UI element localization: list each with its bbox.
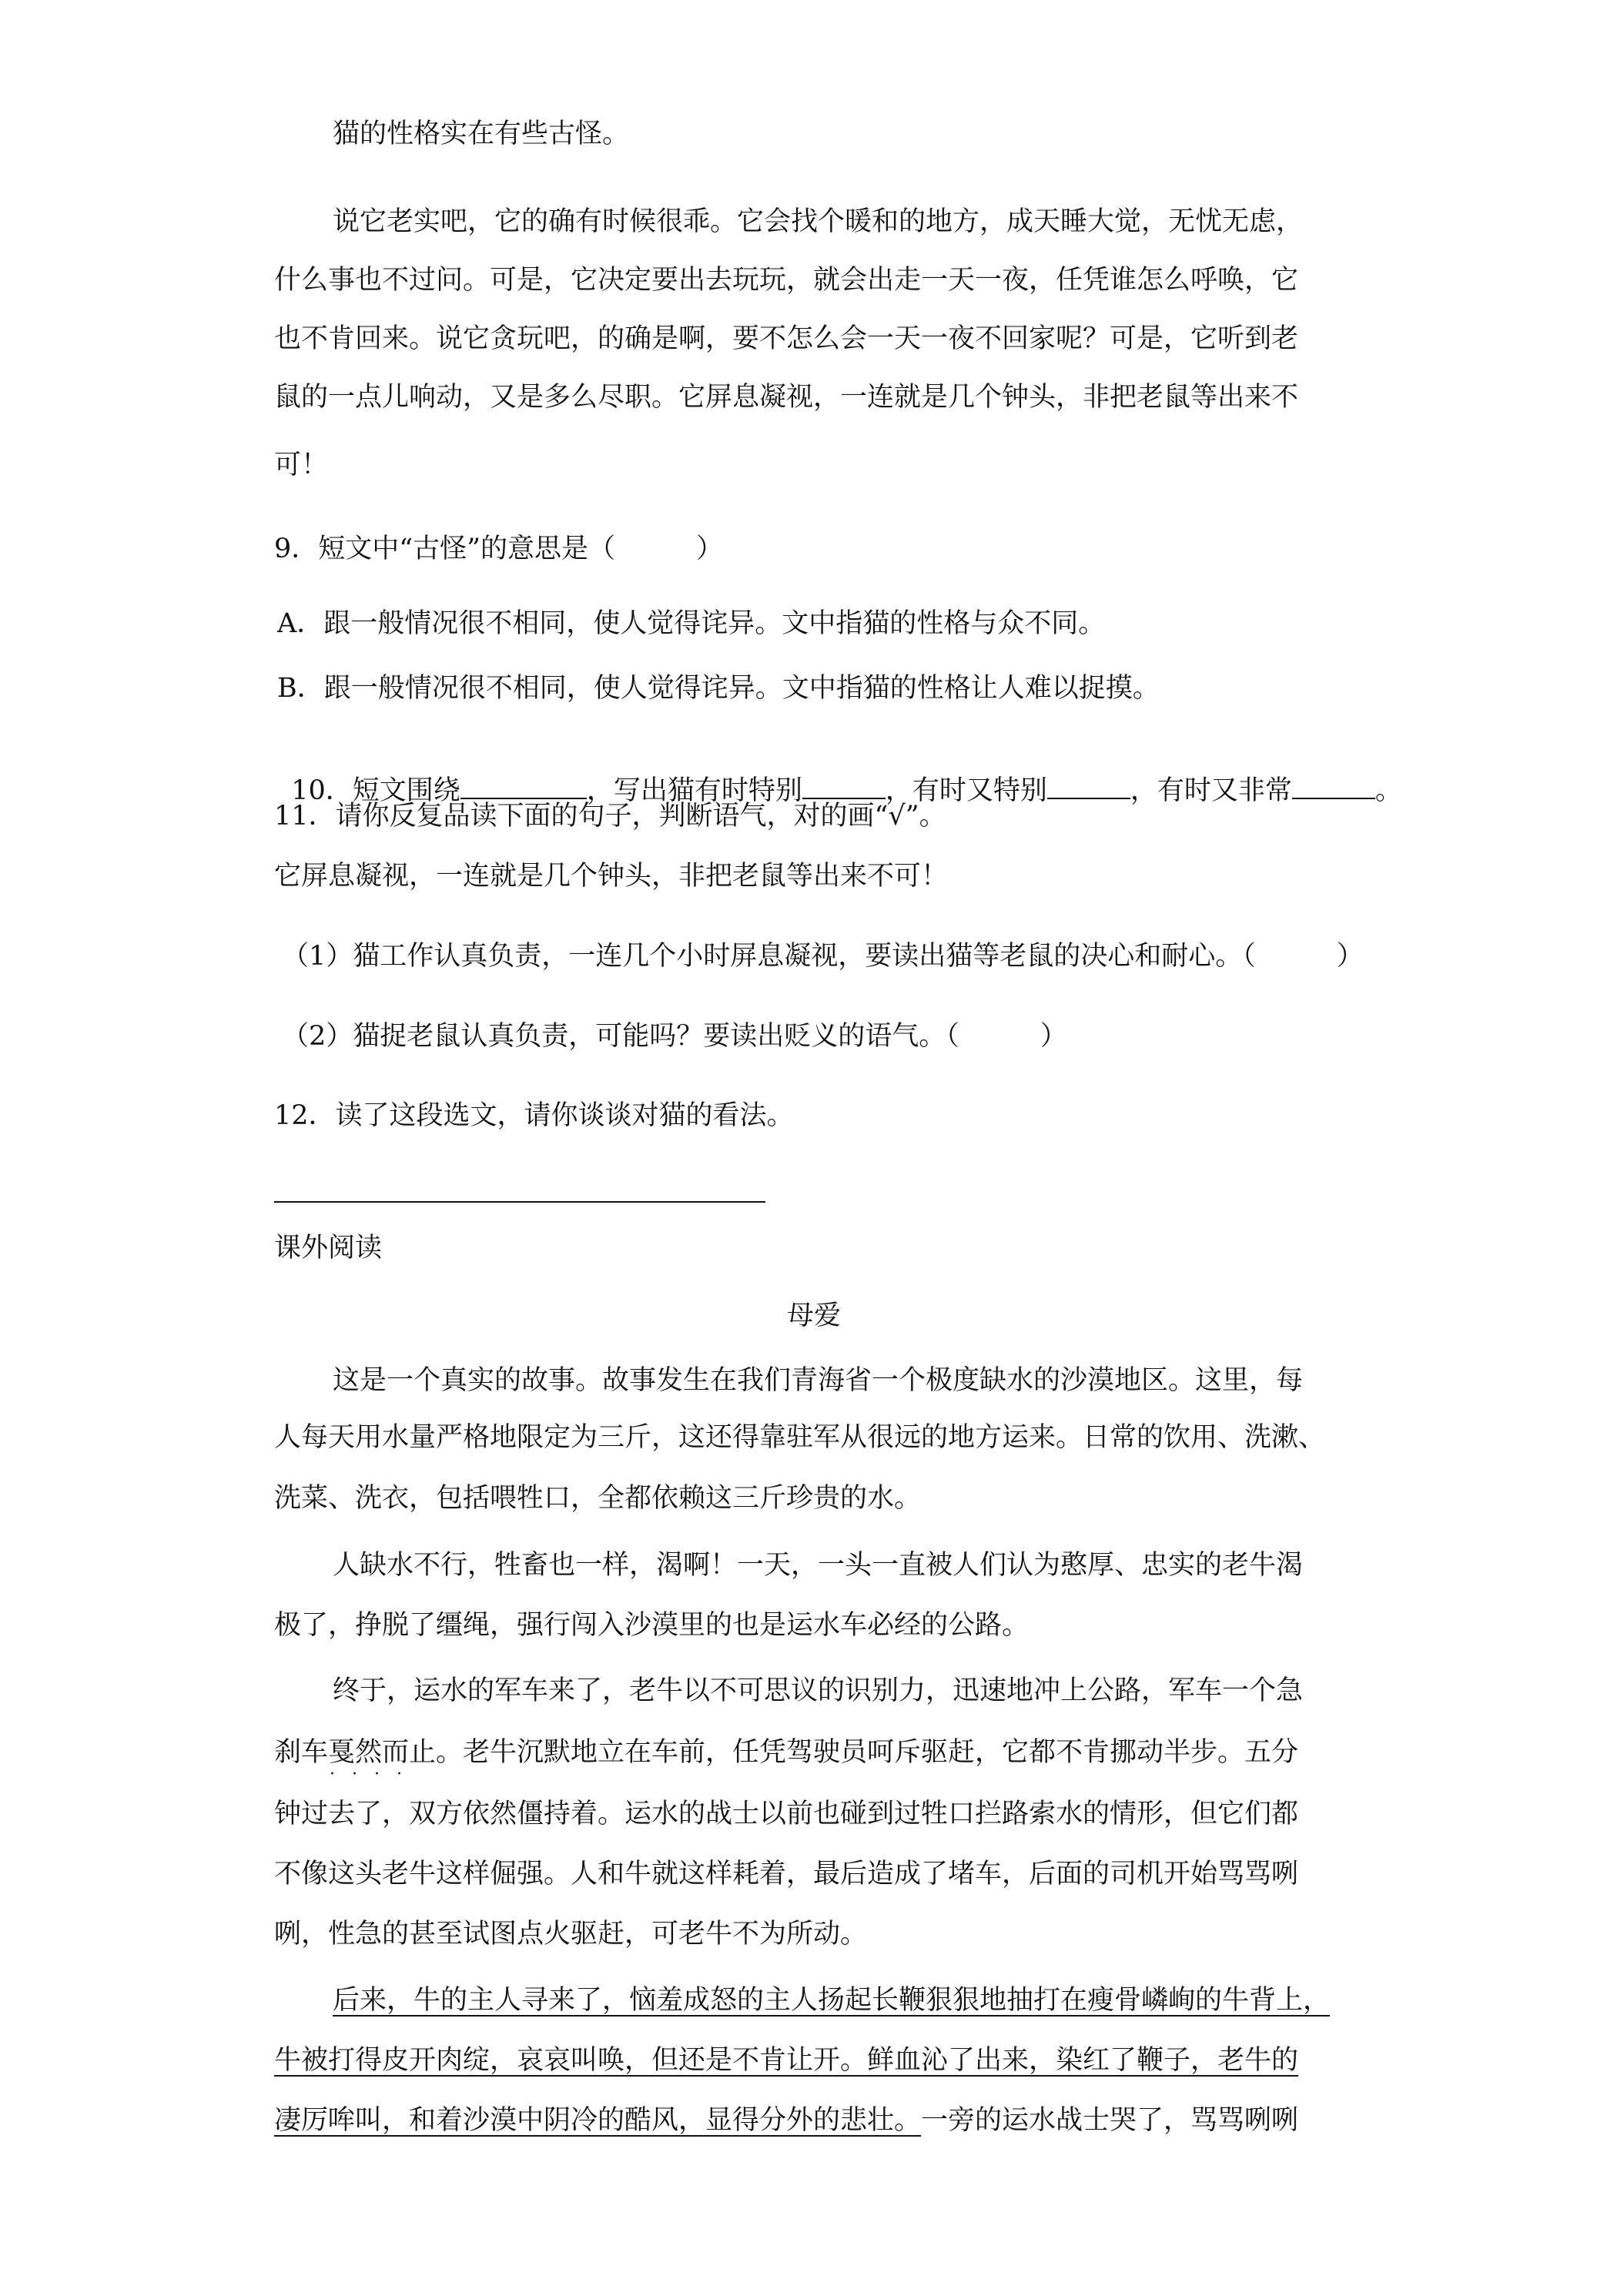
question-12-stem: 12．读了这段选文，请你谈谈对猫的看法。 — [274, 1100, 794, 1131]
question-11-sentence: 它屏息凝视，一连就是几个钟头，非把老鼠等出来不可！ — [274, 861, 949, 892]
question-9-option-b: B．跟一般情况很不相同，使人觉得诧异。文中指猫的性格让人难以捉摸。 — [277, 673, 1160, 704]
passage-title: 母爱 — [787, 1300, 842, 1331]
question-10-text: 。 — [1375, 775, 1402, 806]
passage1-line: 猫的性格实在有些古怪。 — [333, 119, 630, 149]
passage2-line: 咧，性急的甚至试图点火驱赶，可老牛不为所动。 — [274, 1919, 868, 1950]
passage2-line: 人缺水不行，牲畜也一样，渴啊！一天，一头一直被人们认为憨厚、忠实的老牛渴 — [333, 1550, 1304, 1581]
answer-blank[interactable] — [460, 771, 587, 799]
passage2-line: 人每天用水量严格地限定为三斤，这还得靠驻军从很远的地方运来。日常的饮用、洗漱、 — [274, 1422, 1326, 1453]
question-11-item-2: （2）猫捉老鼠认真负责，可能吗？要读出贬义的语气。（ ） — [282, 1021, 1067, 1052]
question-10 — [274, 733, 1402, 806]
answer-blank[interactable] — [802, 771, 886, 799]
passage1-line: 鼠的一点儿响动，又是多么尽职。它屏息凝视，一连就是几个钟头，非把老鼠等出来不 — [274, 382, 1299, 413]
question-10-text: 10．短文围绕 — [291, 775, 460, 806]
passage2-line: 洗菜、洗衣，包括喂牲口，全都依赖这三斤珍贵的水。 — [274, 1483, 922, 1514]
question-9-option-a: A．跟一般情况很不相同，使人觉得诧异。文中指猫的性格与众不同。 — [277, 608, 1106, 639]
passage2-underlined-text: 凄厉哞叫，和着沙漠中阴冷的酷风，显得分外的悲壮。 — [274, 2105, 922, 2136]
passage2-line — [274, 2101, 1298, 2140]
passage1-line: 说它老实吧，它的确有时候很乖。它会找个暖和的地方，成天睡大觉，无忧无虑， — [333, 206, 1304, 237]
passage2-line: 不像这头老牛这样倔强。人和牛就这样耗着，最后造成了堵车，后面的司机开始骂骂咧 — [274, 1859, 1299, 1889]
passage2-line: 钟过去了，双方依然僵持着。运水的战士以前也碰到过牲口拦路索水的情形，但它们都 — [274, 1799, 1299, 1829]
question-10-text: ，有时又非常 — [1130, 775, 1292, 806]
passage2-line: 刹车戛然而止。老牛沉默地立在车前，任凭驾驶员呵斥驱赶，它都不肯挪动半步。五分 — [274, 1737, 1299, 1768]
question-10-text: ，有时又特别 — [885, 775, 1047, 806]
question-10-text: ，写出猫有时特别 — [586, 775, 802, 806]
answer-blank[interactable] — [1047, 771, 1130, 799]
question-11-item-1: （1）猫工作认真负责，一连几个小时屏息凝视，要读出猫等老鼠的决心和耐心。（ ） — [282, 941, 1364, 972]
passage2-line: 这是一个真实的故事。故事发生在我们青海省一个极度缺水的沙漠地区。这里，每 — [333, 1365, 1304, 1396]
answer-blank[interactable] — [1292, 771, 1375, 799]
passage2-line: 极了，挣脱了缰绳，强行闯入沙漠里的也是运水车必经的公路。 — [274, 1610, 1030, 1641]
passage2-underlined-line: 牛被打得皮开肉绽，哀哀叫唤，但还是不肯让开。鲜血沁了出来，染红了鞭子，老牛的 — [274, 2045, 1299, 2076]
answer-line[interactable] — [274, 1201, 765, 1203]
passage1-line: 什么事也不过问。可是，它决定要出去玩玩，就会出走一天一夜，任凭谁怎么呼唤，它 — [274, 265, 1299, 296]
passage2-underlined-line: 后来，牛的主人寻来了，恼羞成怒的主人扬起长鞭狠狠地抽打在瘦骨嶙峋的牛背上， — [333, 1985, 1331, 2016]
passage2-line: 终于，运水的军车来了，老牛以不可思议的识别力，迅速地冲上公路，军车一个急 — [333, 1675, 1304, 1706]
passage2-text: 一旁的运水战士哭了，骂骂咧咧 — [921, 2105, 1299, 2136]
section-label: 课外阅读 — [274, 1233, 383, 1263]
question-9-stem: 9．短文中“古怪”的意思是（ ） — [274, 534, 724, 564]
passage1-line: 也不肯回来。说它贪玩吧，的确是啊，要不怎么会一天一夜不回家呢？可是，它听到老 — [274, 323, 1299, 354]
passage1-line: 可！ — [274, 450, 329, 480]
emphasis-dots: ···· — [330, 1765, 419, 1784]
question-11-stem: 11．请你反复品读下面的句子，判断语气，对的画“√”。 — [274, 801, 946, 832]
